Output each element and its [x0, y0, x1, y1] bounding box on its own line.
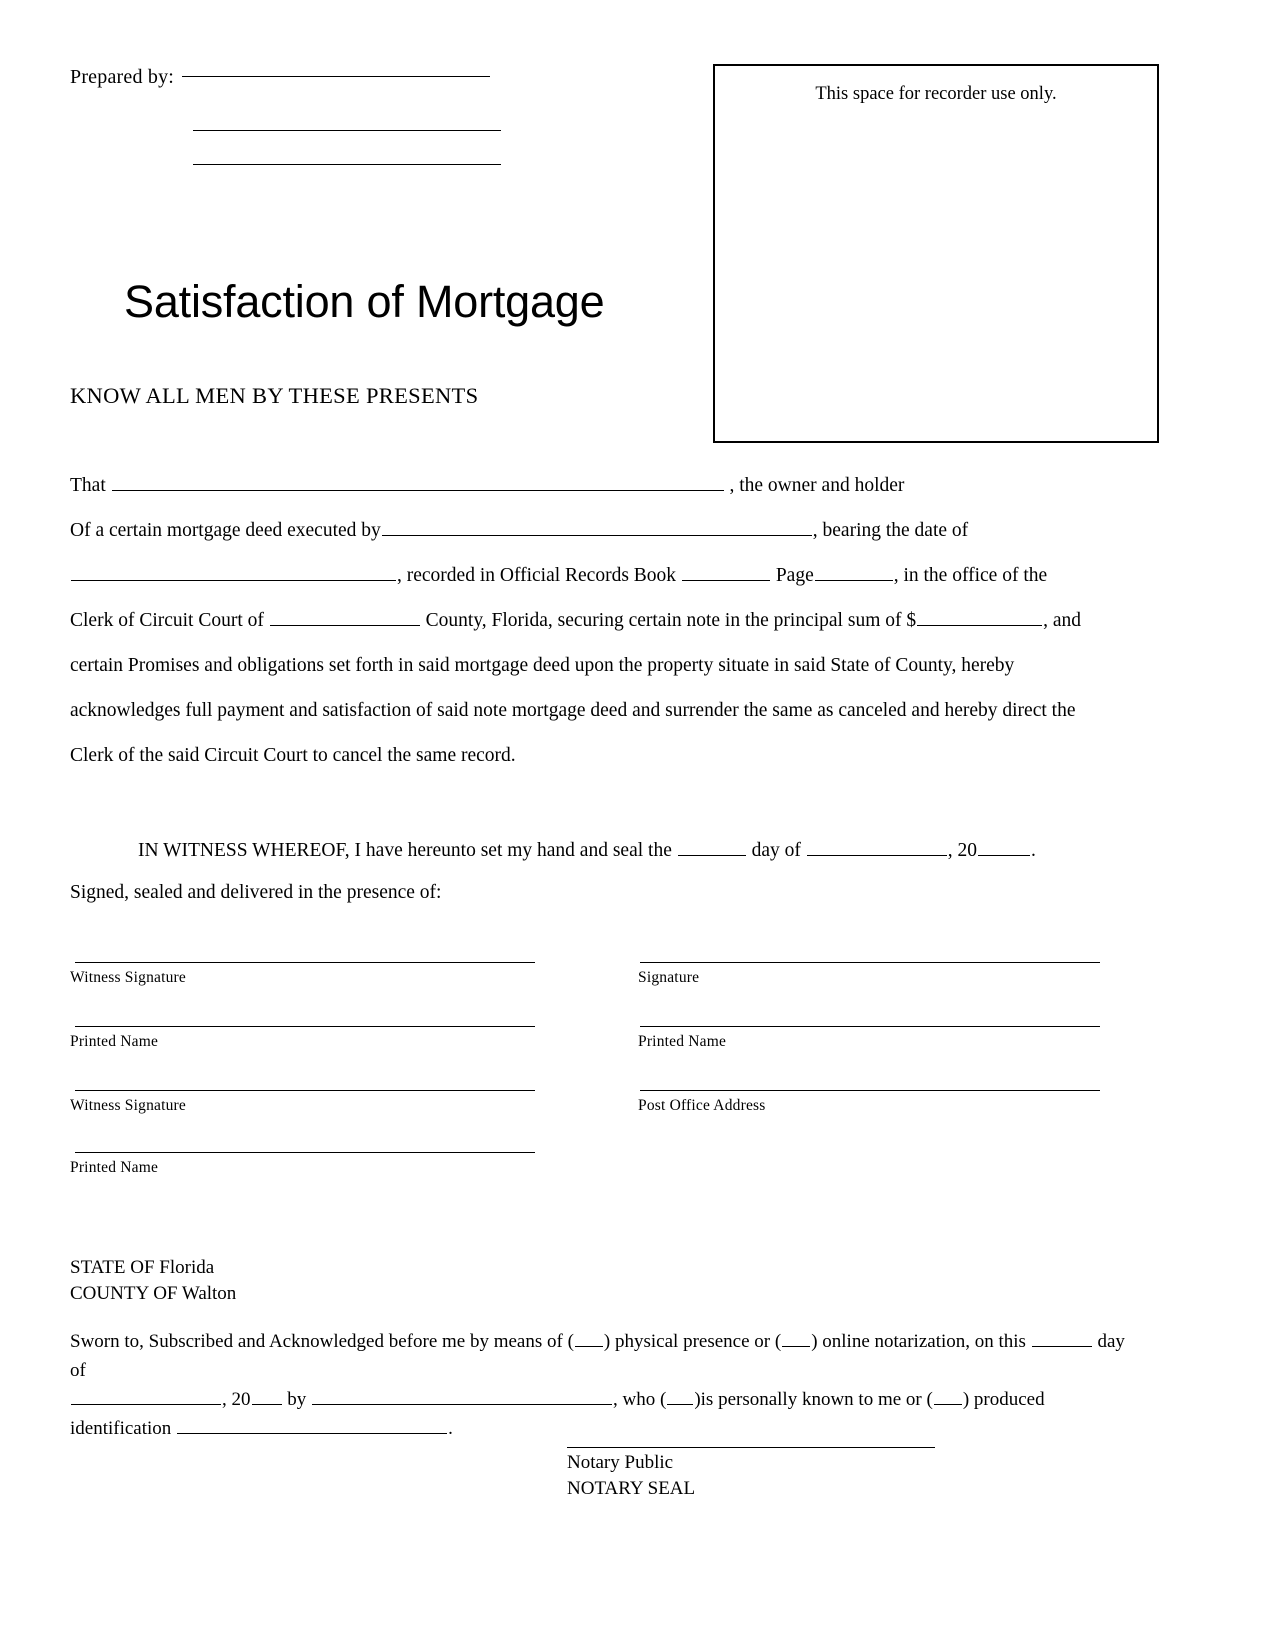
signature-line[interactable] [640, 962, 1100, 963]
recorder-use-box [713, 64, 1159, 443]
county-blank[interactable] [270, 611, 420, 626]
state-line: STATE OF Florida [70, 1257, 215, 1278]
prepared-by-blank-3[interactable] [193, 164, 501, 165]
prepared-by-label: Prepared by: [70, 66, 175, 88]
sworn-line-3-a: identification [70, 1418, 172, 1439]
body-line-1-suffix: , the owner and holder [729, 475, 905, 496]
physical-presence-checkbox[interactable] [575, 1332, 603, 1347]
body-line-1 [70, 463, 1130, 508]
executed-by-blank[interactable] [382, 521, 812, 536]
witness-whereof-paragraph [70, 830, 1140, 914]
witness-signature-line-2[interactable] [75, 1090, 535, 1091]
prepared-by-blank-1[interactable] [182, 76, 490, 77]
sworn-paragraph [70, 1327, 1135, 1443]
sworn-line-2-b: by [287, 1389, 307, 1410]
principal-sum-blank[interactable] [917, 611, 1042, 626]
printed-name-line-1[interactable] [75, 1026, 535, 1027]
page-title: Satisfaction of Mortgage [124, 276, 605, 327]
witness-line-1-b: day of [751, 840, 801, 861]
sworn-line-2-c: , who ( [613, 1389, 667, 1410]
sworn-line-2-d: )is personally known to me or ( [694, 1389, 933, 1410]
know-all-men-heading: KNOW ALL MEN BY THESE PRESENTS [70, 383, 479, 408]
sworn-line-2-e: ) produced [962, 1389, 1045, 1410]
body-line-1-prefix: That [70, 475, 106, 496]
page-blank[interactable] [815, 566, 893, 581]
body-line-3-a: , recorded in Official Records Book [397, 565, 677, 586]
sworn-line-3 [70, 1414, 1135, 1443]
body-line-3-b: Page [775, 565, 814, 586]
witness-day-blank[interactable] [678, 841, 746, 856]
produced-id-checkbox[interactable] [934, 1390, 962, 1405]
date-blank[interactable] [71, 566, 396, 581]
printed-name-line-3[interactable] [640, 1026, 1100, 1027]
body-line-2-suffix: , bearing the date of [812, 520, 969, 541]
witness-line-1-c: , 20 [947, 840, 978, 861]
printed-name-caption-1: Printed Name [70, 1033, 159, 1050]
sworn-line-1-c: ) online notarization, on this [811, 1331, 1026, 1352]
state-county-block [70, 1255, 236, 1307]
body-line-4-c: , and [1043, 610, 1082, 631]
personally-known-checkbox[interactable] [667, 1390, 693, 1405]
online-notarization-checkbox[interactable] [782, 1332, 810, 1347]
witness-signature-caption-2: Witness Signature [70, 1097, 186, 1114]
sworn-line-2 [70, 1385, 1135, 1414]
sworn-line-1 [70, 1327, 1135, 1385]
owner-holder-blank[interactable] [112, 476, 724, 491]
body-line-3-c: , in the office of the [893, 565, 1048, 586]
recorder-use-text: This space for recorder use only. [815, 84, 1057, 104]
body-line-4-b: County, Florida, securing certain note in the principal sum of $ [425, 610, 917, 631]
body-line-6: acknowledges full payment and satisfaction of said note mortgage deed and surrender the same as canceled and hereby direct the [70, 700, 1076, 721]
sworn-month-blank[interactable] [71, 1390, 221, 1405]
sworn-line-1-a: Sworn to, Subscribed and Acknowledged before me by means of ( [70, 1331, 574, 1352]
witness-line-1-a: IN WITNESS WHEREOF, I have hereunto set my hand and seal the [138, 840, 672, 861]
body-line-2 [70, 508, 1130, 553]
witness-signature-line-1[interactable] [75, 962, 535, 963]
body-line-3 [70, 553, 1130, 598]
prepared-by-row [70, 66, 490, 89]
sworn-year-blank[interactable] [252, 1390, 282, 1405]
printed-name-line-2[interactable] [75, 1152, 535, 1153]
body-line-2-prefix: Of a certain mortgage deed executed by [70, 520, 381, 541]
notary-signature-line[interactable] [567, 1447, 935, 1448]
identification-blank[interactable] [177, 1419, 447, 1434]
body-paragraph [70, 463, 1130, 778]
witness-line-1 [70, 830, 1140, 872]
sworn-line-1-b: ) physical presence or ( [603, 1331, 782, 1352]
county-line: COUNTY OF Walton [70, 1283, 237, 1304]
records-book-blank[interactable] [682, 566, 770, 581]
post-office-address-caption: Post Office Address [638, 1097, 766, 1114]
printed-name-caption-3: Printed Name [638, 1033, 727, 1050]
notary-seal-label: NOTARY SEAL [567, 1478, 696, 1499]
witness-line-2: Signed, sealed and delivered in the presence of: [70, 882, 442, 903]
notary-block [567, 1450, 695, 1502]
notary-public-label: Notary Public [567, 1452, 674, 1473]
sworn-name-blank[interactable] [312, 1390, 612, 1405]
witness-year-blank[interactable] [978, 841, 1030, 856]
body-line-7: Clerk of the said Circuit Court to cancel the same record. [70, 745, 516, 766]
body-line-5: certain Promises and obligations set forth in said mortgage deed upon the property situate in said State of County, hereby [70, 655, 1015, 676]
body-line-4 [70, 598, 1130, 643]
witness-month-blank[interactable] [807, 841, 947, 856]
sworn-line-3-b: . [448, 1418, 453, 1439]
sworn-line-1-d: day of [70, 1331, 1125, 1381]
sworn-line-2-a: , 20 [222, 1389, 251, 1410]
witness-line-1-d: . [1031, 840, 1036, 861]
signature-caption: Signature [638, 969, 700, 986]
witness-signature-caption-1: Witness Signature [70, 969, 186, 986]
sworn-day-blank[interactable] [1032, 1332, 1092, 1347]
body-line-4-a: Clerk of Circuit Court of [70, 610, 264, 631]
printed-name-caption-2: Printed Name [70, 1159, 159, 1176]
prepared-by-blank-2[interactable] [193, 130, 501, 131]
post-office-address-line[interactable] [640, 1090, 1100, 1091]
